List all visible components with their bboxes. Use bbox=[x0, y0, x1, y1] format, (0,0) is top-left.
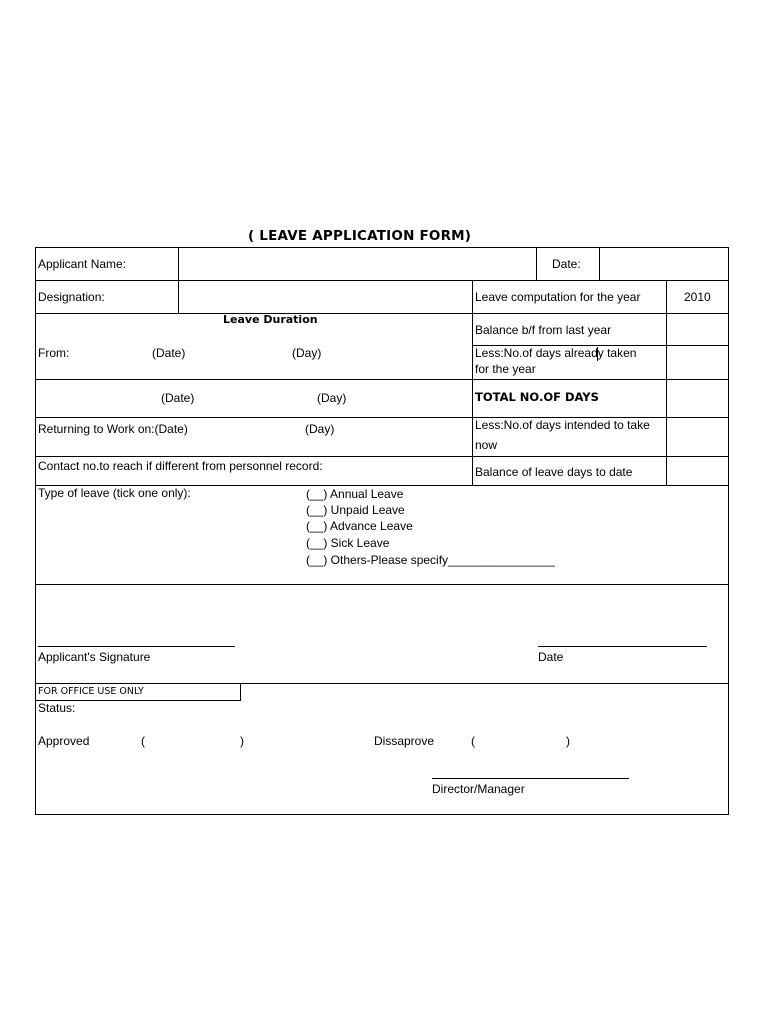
balance-to-date-label: Balance of leave days to date bbox=[475, 465, 633, 479]
column-divider bbox=[472, 280, 473, 485]
contact-label: Contact no.to reach if different from personnel record: bbox=[38, 459, 323, 473]
date-label: Date: bbox=[552, 257, 581, 271]
text-cursor bbox=[597, 347, 598, 361]
less-intended-label-cont: now bbox=[475, 438, 498, 452]
leave-option-others[interactable]: (__) Others-Please specify________________ bbox=[306, 553, 555, 567]
leave-type-label: Type of leave (tick one only): bbox=[38, 486, 191, 500]
column-divider bbox=[536, 247, 537, 280]
disapprove-label: Dissaprove bbox=[374, 734, 435, 748]
returning-label: Returning to Work on:(Date) bbox=[38, 422, 188, 436]
approved-label: Approved bbox=[38, 734, 90, 748]
balance-bf-label: Balance b/f from last year bbox=[475, 323, 612, 337]
row-divider bbox=[35, 379, 729, 380]
director-signature-line bbox=[432, 778, 629, 779]
row-divider bbox=[35, 280, 729, 281]
signature-date-label: Date bbox=[538, 650, 564, 664]
column-divider bbox=[666, 280, 667, 485]
applicant-signature-line bbox=[38, 646, 235, 647]
page-title: ( LEAVE APPLICATION FORM) bbox=[248, 228, 472, 244]
office-use-label: FOR OFFICE USE ONLY bbox=[38, 686, 144, 697]
returning-day-label: (Day) bbox=[305, 422, 335, 436]
row-divider bbox=[35, 313, 729, 314]
less-intended-label: Less:No.of days intended to take bbox=[475, 418, 650, 432]
from-date-label: (Date) bbox=[152, 346, 186, 360]
disapprove-paren-open: ( bbox=[471, 734, 475, 748]
leave-computation-label: Leave computation for the year bbox=[475, 290, 641, 304]
status-label: Status: bbox=[38, 701, 76, 715]
disapprove-paren-close: ) bbox=[566, 734, 570, 748]
column-divider bbox=[599, 247, 600, 280]
row-divider bbox=[35, 456, 729, 457]
column-divider bbox=[178, 247, 179, 313]
leave-duration-heading: Leave Duration bbox=[223, 313, 318, 326]
approved-paren-close: ) bbox=[240, 734, 244, 748]
leave-option-sick[interactable]: (__) Sick Leave bbox=[306, 536, 390, 550]
leave-option-annual[interactable]: (__) Annual Leave bbox=[306, 487, 404, 501]
leave-option-advance[interactable]: (__) Advance Leave bbox=[306, 519, 413, 533]
signature-date-line bbox=[538, 646, 707, 647]
less-taken-label-cont: for the year bbox=[475, 362, 536, 376]
from-label: From: bbox=[38, 346, 70, 360]
computation-year: 2010 bbox=[684, 290, 711, 304]
designation-label: Designation: bbox=[38, 290, 105, 304]
director-manager-label: Director/Manager bbox=[432, 782, 525, 796]
leave-option-unpaid[interactable]: (__) Unpaid Leave bbox=[306, 503, 405, 517]
from-day-label: (Day) bbox=[292, 346, 322, 360]
approved-paren-open: ( bbox=[141, 734, 145, 748]
applicant-signature-label: Applicant's Signature bbox=[38, 650, 151, 664]
to-day-label: (Day) bbox=[317, 391, 347, 405]
to-date-label: (Date) bbox=[161, 391, 195, 405]
less-taken-label: Less:No.of days already taken bbox=[475, 346, 637, 360]
applicant-name-label: Applicant Name: bbox=[38, 257, 127, 271]
total-days-label: TOTAL NO.OF DAYS bbox=[475, 390, 599, 404]
row-divider bbox=[35, 584, 729, 585]
